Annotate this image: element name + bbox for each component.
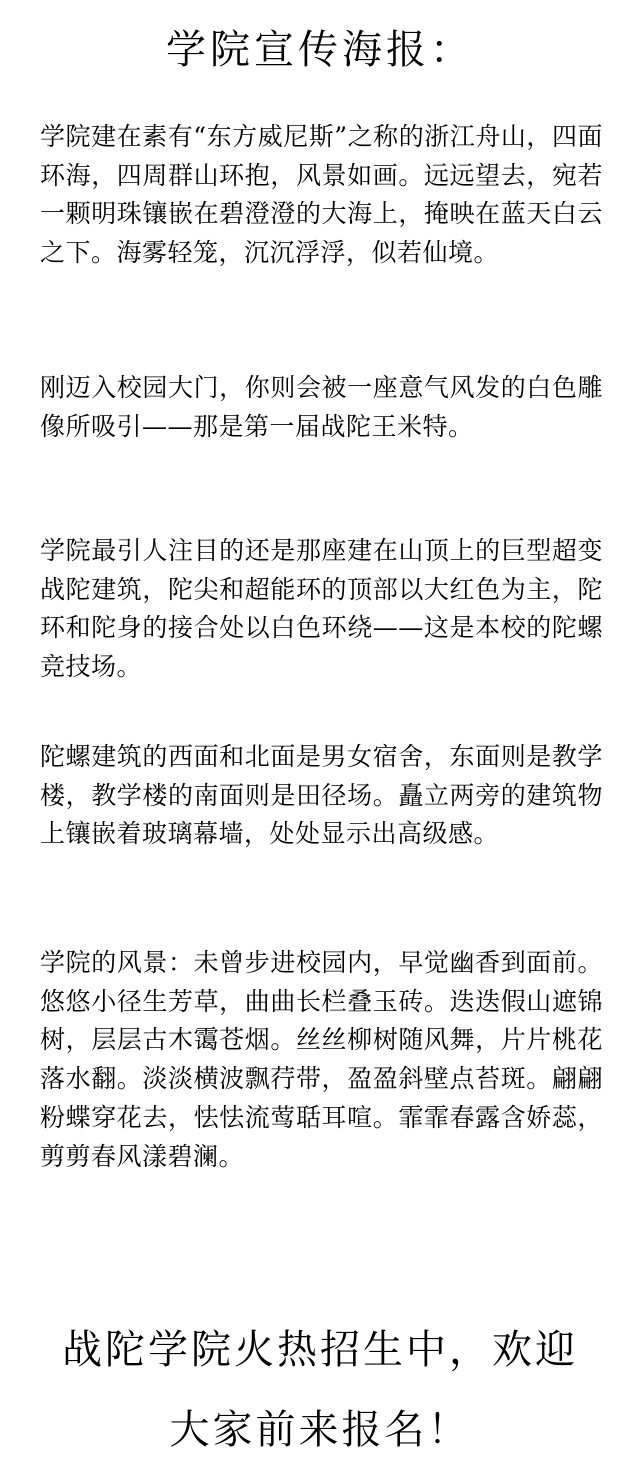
paragraph-buildings: 陀螺建筑的西面和北面是男女宿舍，东面则是教学楼，教学楼的南面则是田径场。矗立两旁的建筑物上镶嵌着玻璃幕墙，处处显示出高级感。: [40, 742, 603, 849]
paragraph-arena: 学院最引人注目的还是那座建在山顶上的巨型超变战陀建筑，陀尖和超能环的顶部以大红色为主，陀环和陀身的接合处以白色环绕——这是本校的陀螺竞技场。: [40, 536, 603, 682]
poster-title: 学院宣传海报：: [166, 27, 474, 73]
closing-line-2: 大家前来报名！: [169, 1407, 471, 1453]
paragraph-scenery: 学院的风景：未曾步进校园内，早觉幽香到面前。悠悠小径生芳草，曲曲长栏叠玉砖。迭迭假山遮锦树，层层古木霭苍烟。丝丝柳树随风舞，片片桃花落水翻。淡淡横波飘荇带，盈盈斜壁点苔斑。翩翩粉蝶穿花去，怯怯流莺聒耳喧。霏霏春露含娇蕊，剪剪春风漾碧澜。: [40, 948, 603, 1171]
closing-line-1: 战陀学院火热招生中，欢迎: [62, 1327, 578, 1373]
paragraph-entrance-statue: 刚迈入校园大门，你则会被一座意气风发的白色雕像所吸引——那是第一届战陀王米特。: [40, 373, 603, 441]
paragraph-location: 学院建在素有“东方威尼斯”之称的浙江舟山，四面环海，四周群山环抱，风景如画。远远望去，宛若一颗明珠镶嵌在碧澄澄的大海上，掩映在蓝天白云之下。海雾轻笼，沉沉浮浮，似若仙境。: [40, 122, 603, 268]
